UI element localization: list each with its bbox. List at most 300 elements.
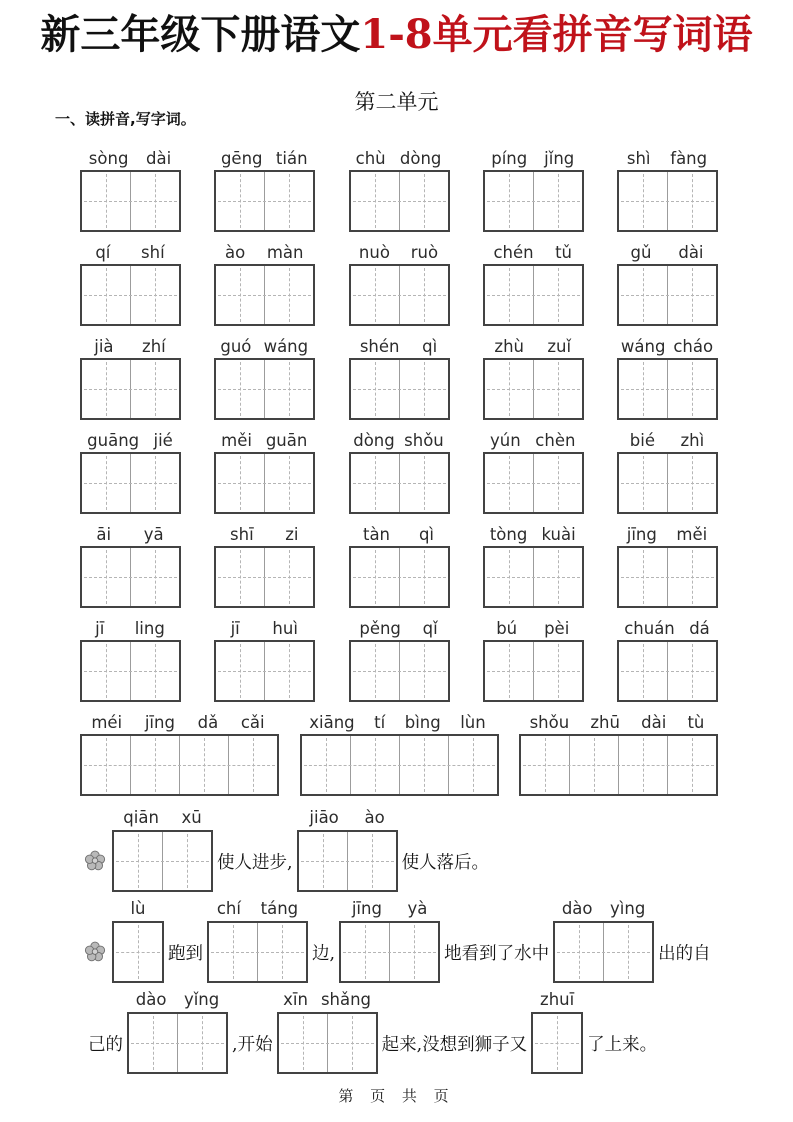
grid-cell [82,736,130,794]
grid-cell [533,1014,581,1072]
pinyin-word [519,710,718,796]
grid-cell [264,266,313,324]
pinyin-syllable: chí [216,899,241,918]
pinyin-label [80,616,180,640]
pinyin-syllable: shǎng [320,990,372,1009]
pinyin-syllable: tàn [362,525,391,544]
sentence-row [84,986,793,1074]
pinyin-label [349,240,449,264]
pinyin-label [553,894,654,921]
writing-grid [349,640,450,702]
pinyin-word [112,899,164,983]
grid-cell [177,1014,226,1072]
pinyin-syllable: chuán [624,619,675,638]
pinyin-syllable: gǔ [630,243,652,262]
grid-cell [399,360,448,418]
pinyin-syllable: jīng [626,525,657,544]
pinyin-syllable: zhù [494,337,524,356]
grid-cell [279,1014,327,1072]
grid-cell [399,642,448,700]
pinyin-syllable: dào [561,899,593,918]
writing-grid [483,170,584,232]
pinyin-label [617,240,717,264]
sentence-text: 使人进步, [217,852,293,873]
sentence-row [84,895,793,983]
pinyin-syllable: táng [260,899,299,918]
pinyin-syllable: xiāng [309,713,355,732]
pinyin-label [483,616,583,640]
pinyin-word [483,334,584,420]
pinyin-word [80,146,181,232]
pinyin-word [349,146,450,232]
pinyin-syllable: dá [689,619,710,638]
grid-cell [485,454,533,512]
pinyin-syllable: màn [266,243,304,262]
grid-cell [619,360,667,418]
sentence-row [84,804,793,892]
writing-grid [80,264,181,326]
word-row [80,522,718,608]
grid-cell [485,548,533,606]
pinyin-label [617,146,717,170]
grid-cell [533,454,582,512]
writing-grid [483,546,584,608]
grid-cell [667,454,716,512]
writing-grid [214,358,315,420]
pinyin-syllable: dài [146,149,172,168]
grid-cell [667,266,716,324]
pinyin-word [617,522,718,608]
grid-cell [162,832,211,890]
grid-cell [327,1014,376,1072]
grid-cell [667,642,716,700]
pinyin-syllable: ào [364,808,385,827]
pinyin-syllable: jǐng [544,149,575,168]
grid-cell [216,360,264,418]
pinyin-label [297,803,398,830]
pinyin-word [127,990,228,1074]
pinyin-word [349,616,450,702]
pinyin-syllable: jié [153,431,173,450]
pinyin-word [214,146,315,232]
pinyin-syllable: dòng [399,149,442,168]
pinyin-syllable: fàng [670,149,708,168]
grid-cell [351,642,399,700]
grid-cell [619,642,667,700]
grid-cell [399,266,448,324]
pinyin-syllable: jīng [144,713,175,732]
pinyin-syllable: nuò [358,243,390,262]
writing-grid [349,452,450,514]
writing-grid [617,452,718,514]
grid-cell [341,923,389,981]
pinyin-syllable: chén [493,243,534,262]
pinyin-syllable: yà [407,899,428,918]
writing-grid [483,452,584,514]
grid-cell [209,923,257,981]
pinyin-syllable: xīn [283,990,308,1009]
pinyin-word [617,334,718,420]
grid-cell [389,923,438,981]
grid-cell [114,832,162,890]
grid-cell [533,642,582,700]
pinyin-syllable: chèn [535,431,576,450]
writing-grid [300,734,499,796]
pinyin-syllable: huì [272,619,298,638]
grid-cell [667,172,716,230]
grid-cell [82,266,130,324]
pinyin-syllable: zuǐ [547,337,572,356]
pinyin-syllable: lùn [460,713,486,732]
grid-cell [667,548,716,606]
pinyin-label [483,522,583,546]
writing-grid [214,452,315,514]
writing-grid [214,170,315,232]
pinyin-label [214,240,314,264]
pinyin-label [349,522,449,546]
pinyin-word [349,428,450,514]
grid-cell [264,172,313,230]
pinyin-syllable: yā [143,525,164,544]
pinyin-syllable: dài [678,243,704,262]
pinyin-label [214,428,314,452]
pinyin-label [207,894,308,921]
grid-cell [399,736,448,794]
writing-grid [112,830,213,892]
pinyin-word [80,334,181,420]
pinyin-syllable: shǒu [529,713,570,732]
grid-cell [264,642,313,700]
pinyin-label [80,428,180,452]
pinyin-word [277,990,378,1074]
writing-grid [127,1012,228,1074]
grid-cell [82,642,130,700]
grid-cell [130,172,179,230]
grid-cell [603,923,652,981]
pinyin-label [112,894,164,921]
pinyin-syllable: shén [359,337,400,356]
pinyin-word [483,240,584,326]
pinyin-syllable: pèi [544,619,570,638]
grid-cell [521,736,569,794]
pinyin-word [214,428,315,514]
grid-cell [667,360,716,418]
grid-cell [130,454,179,512]
pinyin-word [483,616,584,702]
grid-cell [350,736,399,794]
pinyin-word [349,522,450,608]
writing-grid [277,1012,378,1074]
instruction-text: 一、读拼音,写字词。 [55,110,196,128]
pinyin-label [349,146,449,170]
pinyin-label [349,428,449,452]
sentence-text: ,开始 [232,1034,273,1055]
pinyin-syllable: tí [374,713,386,732]
grid-cell [264,360,313,418]
pinyin-syllable: sòng [88,149,129,168]
grid-cell [399,172,448,230]
pinyin-syllable: shǒu [404,431,444,450]
pinyin-label [519,710,715,734]
pinyin-syllable: wáng [263,337,309,356]
pinyin-syllable: ling [134,619,165,638]
pinyin-syllable: dǎ [197,713,219,732]
grid-cell [351,266,399,324]
writing-grid [80,358,181,420]
pinyin-word [300,710,499,796]
pinyin-syllable: zhí [142,337,166,356]
pinyin-word [80,522,181,608]
sentence-text: 己的 [88,1034,123,1055]
writing-grid [112,921,164,983]
pinyin-syllable: yìng [610,899,646,918]
grid-cell [619,548,667,606]
word-row [80,616,718,702]
grid-cell [179,736,228,794]
pinyin-label [483,334,583,358]
pinyin-label [483,146,583,170]
pinyin-word [112,808,213,892]
grid-cell [216,548,264,606]
pinyin-syllable: yǐng [183,990,220,1009]
pinyin-word [214,334,315,420]
pinyin-label [277,985,378,1012]
pinyin-label [214,616,314,640]
writing-grid [617,170,718,232]
pinyin-word [80,428,181,514]
writing-grid [617,640,718,702]
pinyin-syllable: guān [265,431,308,450]
grid-cell [619,266,667,324]
grid-cell [114,923,162,981]
writing-grid [519,734,718,796]
pinyin-syllable: cǎi [240,713,265,732]
sentence-text: 边, [312,943,336,964]
pinyin-syllable: zhì [680,431,705,450]
grid-cell [555,923,603,981]
pinyin-word [80,240,181,326]
pinyin-label [80,522,180,546]
pinyin-label [214,146,314,170]
writing-grid [339,921,440,983]
pinyin-label [80,146,180,170]
word-row [80,146,718,232]
pinyin-word [349,240,450,326]
pinyin-syllable: shì [626,149,651,168]
grid-cell [264,454,313,512]
grid-cell [448,736,497,794]
pinyin-syllable: bié [629,431,655,450]
grid-cell [130,736,179,794]
pinyin-syllable: tù [687,713,705,732]
pinyin-syllable: pěng [359,619,401,638]
pinyin-syllable: dài [641,713,667,732]
sentence-text: 跑到 [168,943,203,964]
grid-cell [257,923,306,981]
sentence-text: 起来,没想到狮子又 [381,1034,528,1055]
grid-cell [347,832,396,890]
grid-cell [302,736,350,794]
writing-grid [80,546,181,608]
sentence-text: 出的自 [658,943,711,964]
grid-cell [533,548,582,606]
pinyin-syllable: qì [418,525,435,544]
pinyin-syllable: āi [96,525,112,544]
word-row [80,334,718,420]
pinyin-syllable: ruò [410,243,439,262]
pinyin-syllable: ào [225,243,246,262]
pinyin-label [214,334,314,358]
pinyin-word [214,240,315,326]
grid-cell [399,454,448,512]
grid-cell [351,360,399,418]
pinyin-syllable: jīng [351,899,382,918]
pinyin-word [80,616,181,702]
pinyin-syllable: měi [221,431,252,450]
pinyin-label [214,522,314,546]
grid-cell [351,172,399,230]
pinyin-syllable: bú [496,619,518,638]
writing-grid [483,264,584,326]
pinyin-syllable: zhuī [540,990,575,1009]
grid-cell [485,172,533,230]
pinyin-syllable: shī [230,525,254,544]
pinyin-label [339,894,440,921]
pinyin-syllable: dòng [353,431,395,450]
pinyin-word [483,428,584,514]
grid-cell [399,548,448,606]
section-title: 第二单元 [354,90,439,114]
sentence-text: 使人落后。 [401,852,490,873]
pinyin-label [127,985,228,1012]
pinyin-syllable: jià [94,337,114,356]
pinyin-syllable: tòng [489,525,528,544]
writing-grid [297,830,398,892]
writing-grid [617,264,718,326]
writing-grid [349,546,450,608]
pinyin-label [617,334,717,358]
page-title [0,0,793,58]
pinyin-label [349,616,449,640]
pinyin-syllable: jī [230,619,240,638]
writing-grid [80,734,279,796]
writing-grid [214,546,315,608]
pinyin-syllable: zi [285,525,299,544]
pinyin-word [214,522,315,608]
pinyin-word [617,240,718,326]
pinyin-word [617,428,718,514]
writing-grid [531,1012,583,1074]
grid-cell [264,548,313,606]
pinyin-word [553,899,654,983]
writing-grid [349,264,450,326]
pinyin-word [483,522,584,608]
grid-cell [130,266,179,324]
grid-cell [216,454,264,512]
pinyin-syllable: chù [355,149,386,168]
pinyin-word [339,899,440,983]
pinyin-label [349,334,449,358]
flower-icon [84,941,106,963]
pinyin-syllable: jī [95,619,105,638]
pinyin-label [112,803,213,830]
writing-grid [349,358,450,420]
writing-grid [80,170,181,232]
writing-grid [483,358,584,420]
pinyin-syllable: xū [181,808,202,827]
grid-cell [533,360,582,418]
grid-cell [299,832,347,890]
pinyin-syllable: qì [422,337,438,356]
writing-grid [214,640,315,702]
writing-grid [207,921,308,983]
grid-cell [533,266,582,324]
word-rows [80,146,718,796]
pinyin-word [531,990,583,1074]
pinyin-syllable: píng [491,149,528,168]
page-title-red: 1-8单元看拼音写词语 [360,11,753,58]
pinyin-syllable: dào [135,990,167,1009]
grid-cell [130,360,179,418]
grid-cell [667,736,716,794]
grid-cell [216,642,264,700]
word-row [80,710,718,796]
sentences [84,804,793,1074]
page-footer: 第 页 共 页 [338,1087,455,1105]
pinyin-syllable: wáng [620,337,666,356]
pinyin-label [80,710,276,734]
flower-icon [84,850,106,872]
grid-cell [228,736,277,794]
grid-cell [82,360,130,418]
grid-cell [130,548,179,606]
word-row [80,428,718,514]
word-row [80,240,718,326]
writing-grid [483,640,584,702]
pinyin-syllable: guāng [87,431,140,450]
pinyin-syllable: méi [91,713,123,732]
pinyin-label [483,428,583,452]
grid-cell [533,172,582,230]
pinyin-syllable: tǔ [555,243,572,262]
grid-cell [82,454,130,512]
grid-cell [569,736,618,794]
pinyin-syllable: qǐ [422,619,438,638]
pinyin-word [349,334,450,420]
grid-cell [216,266,264,324]
pinyin-syllable: cháo [673,337,714,356]
grid-cell [129,1014,177,1072]
pinyin-label [617,616,717,640]
grid-cell [619,172,667,230]
grid-cell [351,454,399,512]
grid-cell [485,642,533,700]
writing-grid [617,358,718,420]
pinyin-syllable: jiāo [309,808,339,827]
writing-grid [553,921,654,983]
pinyin-syllable: kuài [541,525,576,544]
pinyin-label [617,428,717,452]
grid-cell [485,266,533,324]
pinyin-word [80,710,279,796]
pinyin-label [531,985,583,1012]
pinyin-syllable: qiān [123,808,159,827]
grid-cell [485,360,533,418]
pinyin-label [80,240,180,264]
pinyin-syllable: qí [95,243,111,262]
pinyin-syllable: guó [220,337,252,356]
pinyin-syllable: tián [275,149,308,168]
